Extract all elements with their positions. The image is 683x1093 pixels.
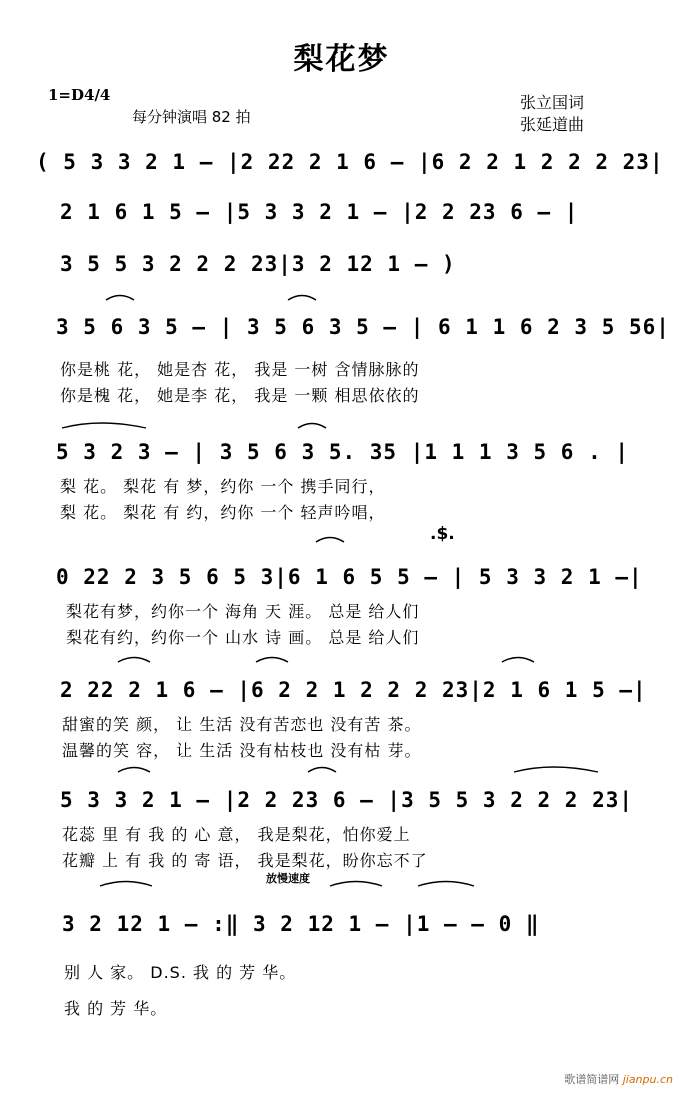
staff-line-5: 5 3 2 3 — | 3 5 6 3 5. 35 |1 1 1 3 5 6 . | [56,440,630,464]
site-watermark [564,1071,673,1087]
lyric-line-4-verse-1: 你是桃 花， 她是杏 花， 我是 一树 含情脉脉的 [60,360,420,379]
lyric-line-8-verse-2: 花瓣 上 有 我 的 寄 语， 我是梨花，盼你忘不了 [62,851,428,870]
staff-line-7: 2 22 2 1 6 — |6 2 2 1 2 2 2 23|2 1 6 1 5 —| [60,678,647,702]
lyric-line-7-verse-1: 甜蜜的笑 颜， 让 生活 没有苦恋也 没有苦 茶。 [62,715,422,734]
composer-credit: 张延道曲 [520,115,585,134]
lyric-line-4-verse-2: 你是槐 花， 她是李 花， 我是 一颗 相思依依的 [60,386,420,405]
lyric-line-9-verse-2: 我 的 芳 华。 [64,999,168,1018]
watermark-url: jianpu.cn [622,1073,673,1086]
lyric-line-6-verse-2: 梨花有约，约你一个 山水 诗 画。 总是 给人们 [66,628,420,647]
lyric-line-5-verse-1: 梨 花。 梨花 有 梦，约你 一个 携手同行， [60,477,386,496]
staff-line-3: 3 5 5 3 2 2 2 23|3 2 12 1 — ) [60,252,456,276]
staff-line-8: 5 3 3 2 1 — |2 2 23 6 — |3 5 5 3 2 2 2 23| [60,788,634,812]
lyric-line-6-verse-1: 梨花有梦，约你一个 海角 天 涯。 总是 给人们 [66,602,420,621]
tempo-marking: 每分钟演唱 82 拍 [132,108,251,126]
staff-line-2: 2 1 6 1 5 — |5 3 3 2 1 — |2 2 23 6 — | [60,200,579,224]
key-signature: 1=D4/4 [48,86,111,104]
lyric-line-9-verse-1: 别 人 家。 D.S. 我 的 芳 华。 [64,963,297,982]
lyric-line-7-verse-2: 温馨的笑 容， 让 生活 没有枯枝也 没有枯 芽。 [62,741,422,760]
lyric-line-5-verse-2: 梨 花。 梨花 有 约，约你 一个 轻声吟唱， [60,503,386,522]
song-title: 梨花梦 [293,42,390,77]
staff-line-4: 3 5 6 3 5 — | 3 5 6 3 5 — | 6 1 1 6 2 3 5 56| [56,315,670,339]
lyric-line-8-verse-1: 花蕊 里 有 我 的 心 意， 我是梨花，怕你爱上 [62,825,411,844]
dal-segno-sign: .$. [430,524,455,544]
staff-line-9: 3 2 12 1 — :‖ 3 2 12 1 — |1 — — 0 ‖ [62,912,540,936]
staff-line-1: ( 5 3 3 2 1 — |2 22 2 1 6 — |6 2 2 1 2 2 2 23| [36,150,664,174]
watermark-site-name: 歌谱简谱网 [564,1073,620,1086]
staff-line-6: 0 22 2 3 5 6 5 3|6 1 6 5 5 — | 5 3 3 2 1 —| [56,565,643,589]
tempo-change-marking: 放慢速度 [266,872,310,885]
lyricist-credit: 张立国词 [520,93,585,112]
